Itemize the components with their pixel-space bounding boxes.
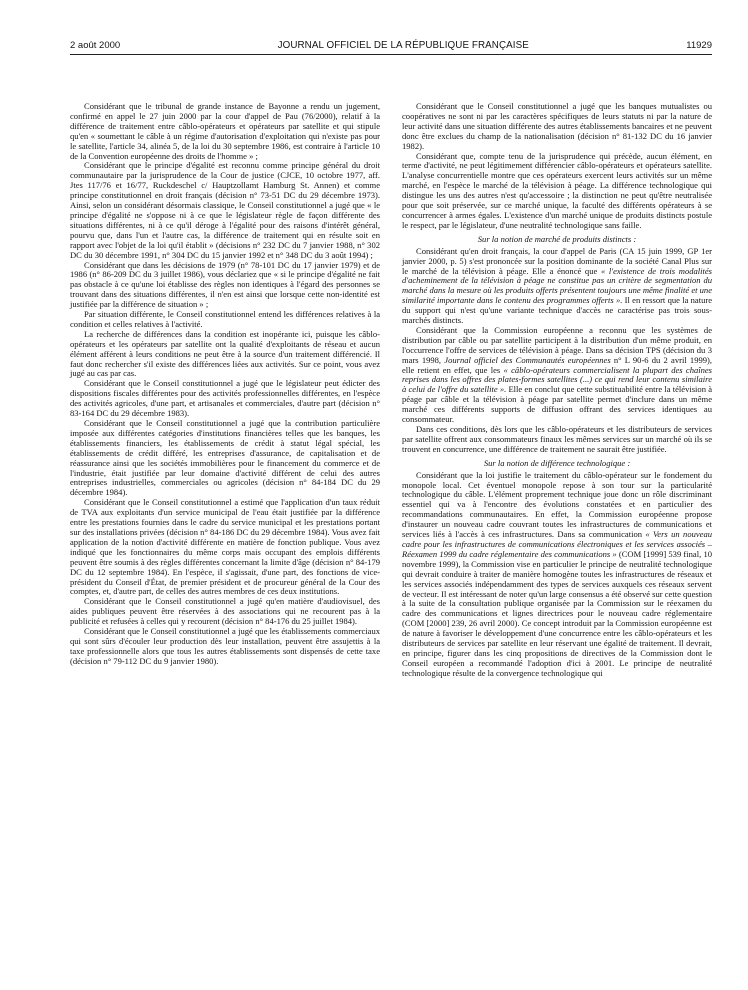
text-run: Considérant que la loi justifie le traitement du câblo-opérateur sur le fondement du monopole local. Cet éventuel monopole repose à son tour sur la particularité technologique du câble. L'élément proprement technique joue donc un rôle discriminant essentiel qui va à l'encontre des évolutions constatées et en particulier des recommandations communautaires. En effet, la Commission européenne propose d'instaurer un nouveau cadre couvrant toutes les infrastructures de communications et services liés à l'accès à ces infrastructures. Dans sa communication <box>402 469 712 540</box>
paragraph: Considérant que le Conseil constitutionnel a jugé qu'en matière d'audiovisuel, des aides publiques peuvent être réservées à des associations qui ne recourent pas à la publicité et refusées à celles qui y recourent (décision n° 84-176 du 25 juillet 1984). <box>70 596 380 627</box>
paragraph: Considérant que le Conseil constitutionnel a jugé que les établissements commerciaux qui sont sûrs d'écouler leur production dès leur installation, peuvent être assujettis à la taxe professionnelle alors que tous les autres établissements sont dispensés de cette taxe (décision n° 79-112 DC du 9 janvier 1980). <box>70 626 380 666</box>
quote-run: « câblo-opérateurs commercialisent la plupart des chaînes reprises dans les offres des plates-formes satellites (...) ce qui rend leur contenu similaire à celui de l'offre du satellite ». <box>402 364 713 395</box>
paragraph: Considérant que dans les décisions de 1979 (n° 78-101 DC du 17 janvier 1979) et de 1986 (n° 86-209 DC du 3 juillet 1986), vous déclariez que « si le principe d'égalité ne fait pas obstacle à ce qu'une loi établisse des règles non identiques à l'égard des personnes se trouvant dans des situations différentes, il n'en est ainsi que lorsque cette non-identité est justifiée par la différence de situation » ; <box>70 259 380 310</box>
paragraph <box>402 471 712 679</box>
text-run: (COM [1999] 539 final, 10 novembre 1999), la Commission vise en particulier le principe de neutralité technologique qui devrait conduire à traiter de manière homogène toutes les infrastructures de réseaux et les services associés indépendamment des types de services auxquels ces réseaux servent de vecteur. Il est intéressant de noter qu'un large consensus a été observé sur cette question à la suite de la consultation publique organisée par la Commission sur le réexamen du cadre des communications et lignes directrices pour le nouveau cadre réglementaire (COM [2000] 239, 26 avril 2000). Ce concept introduit par la Commission européenne est de nature à favoriser le développement d'une concurrence entre les câblo-opérateurs et les distributeurs de services par satellite en leur réservant une égalité de traitement. Il devrait, en principe, figurer dans les cinq propositions de directives de la Commission dont le Conseil européen a recommandé l'adoption d'ici à 2001. Le principe de neutralité technologique résulte de la convergence technologique qui <box>402 548 712 678</box>
section-heading-marche: Sur la notion de marché de produits distincts : <box>477 233 637 244</box>
quote-run: « Vers un nouveau cadre pour les infrastructures de communications électroniques et les services associés – Réexamen 1999 du cadre réglementaire des communications » <box>402 529 713 559</box>
section-heading-technologique: Sur la notion de différence technologique : <box>483 457 631 468</box>
text-run: Elle en conclut que cette substituabilité entre la télévision à péage par câble et la télévision à péage par satellite permet d'inclure dans un même marché ces différents supports de diffusion offrant des services identiques au consommateur. <box>402 384 712 425</box>
page-header <box>70 40 712 55</box>
text-run: Il en ressort que la nature du support qui n'est qu'une variante technique d'accès ne caractérise pas trois sous-marchés distincts. <box>402 295 713 326</box>
left-column <box>70 102 380 679</box>
text-run: n° L 90-6 du 2 avril 1999), elle retient en effet, que les <box>402 354 712 375</box>
paragraph: Dans ces conditions, dès lors que les câblo-opérateurs et les distributeurs de services par satellite offrent aux consommateurs finaux les mêmes services sur un marché où ils se trouvent en concurrence, une différence de traitement ne saurait être justifiée. <box>402 424 712 454</box>
header-date: 2 août 2000 <box>70 40 121 51</box>
paragraph: Considérant que le Conseil constitutionnel a jugé que le législateur peut édicter des dispositions fiscales différentes pour des activités professionnelles différentes, en l'espèce des activités agricoles, d'une part, et artisanales et commerciales, d'autre part (décision n° 83-164 DC du 29 décembre 1983). <box>70 378 380 419</box>
paragraph: Considérant que le Conseil constitutionnel a jugé que la contribution particulière imposée aux différentes catégories d'institutions financières telles que les banques, les établissements financiers, les établissements de crédit à statut légal spécial, les établissements de crédit différé, les entreprises d'assurance, de capitalisation et de réassurance ainsi que les sociétés immobilières pour le financement du commerce et de l'industrie, était justifiée par leur domaine d'activité différent de celui des autres entreprises industrielles, commerciales ou agricoles (décision n° 84-184 DC du 29 décembre 1984). <box>70 418 380 498</box>
paragraph: Considérant que, compte tenu de la jurisprudence qui précède, aucun élément, en terme d'activité, ne peut légitimement différencier câblo-opérateurs et opérateurs satellite. L'analyse concurrentielle montre que ces opérateurs exercent leurs activités sur un même marché, en l'espèce le marché de la télévision à péage. La différence technologique qui distingue les uns des autres n'est qu'accessoire ; la distinction ne peut qu'être neutralisée pour que soit préservée, sur ce marché unique, la faculté des différents opérateurs à se concurrencer à armes égales. L'existence d'un marché unique de produits distincts postule le respect, par le législateur, d'une neutralité technologique sans faille. <box>402 150 712 230</box>
right-column <box>402 102 712 679</box>
quote-run: « l'existence de trois modalités d'acheminement de la télévision à péage ne constitue pas un critère de segmentation du marché dans la mesure où les produits offerts présentent toujours une même finalité et une similarité importante dans le contenu des programmes offerts ». <box>402 265 713 306</box>
text-run: Considérant qu'en droit français, la cour d'appel de Paris (CA 15 juin 1999, GP 1er janvier 2000, p. 5) s'est prononcée sur la position dominante de la société Canal Plus sur le marché de la télévision à péage. Elle a énoncé que <box>402 245 712 276</box>
text-columns <box>70 102 712 679</box>
header-title: JOURNAL OFFICIEL DE LA RÉPUBLIQUE FRANÇAISE <box>277 40 529 51</box>
paragraph <box>402 247 712 326</box>
paragraph: Considérant que le Conseil constitutionnel a jugé que les banques mutualistes ou coopératives ne sont ni par les caractères spécifiques de leurs statuts ni par la nature de leur activité dans une situation différente des autres établissements bancaires et ne peuvent donc être exclues du champ de la nationalisation (décision n° 81-132 DC du 16 janvier 1982). <box>402 101 712 151</box>
header-page-number: 11929 <box>686 40 712 51</box>
journal-title-run: Journal officiel des Communautés européennes <box>444 354 611 365</box>
text-run: Considérant que la Commission européenne a reconnu que les systèmes de distribution par câble ou par satellite participent à la distribution d'un même produit, en l'occurrence l'offre de services de télévision à péage. Dans sa décision TPS (décision du 3 mars 1998, <box>402 324 712 365</box>
paragraph: Par situation différente, le Conseil constitutionnel entend les différences relatives à la condition et celles relatives à l'activité. <box>70 309 380 329</box>
paragraph: Considérant que le principe d'égalité est reconnu comme principe général du droit communautaire par la jurisprudence de la Cour de justice (CJCE, 10 octobre 1977, aff. Jtes 117/76 et 16/77, Ruckdeschel c/ Hauptzollamt Hamburg St. Annen) et comme principe constitutionnel en droit français (décision n° 73-51 DC du 29 décembre 1973). Ainsi, selon un considérant désormais classique, le Conseil constitutionnel a jugé que « le principe d'égalité ne s'oppose ni à ce que le législateur règle de façon différente des situations différentes, ni à ce qu'il déroge à l'égalité pour des raisons d'intérêt général, pourvu que, dans l'un et l'autre cas, la différence de traitement qui en résulte soit en rapport avec l'objet de la loi qu'il établit » (décisions n° 232 DC du 7 janvier 1988, n° 302 DC du 30 décembre 1991, n° 304 DC du 15 janvier 1992 et n° 348 DC du 3 août 1994) ; <box>70 160 380 260</box>
paragraph: Considérant que le tribunal de grande instance de Bayonne a rendu un jugement, confirmé en appel le 27 juin 2000 par la cour d'appel de Pau (76/2000), relatif à la différence de traitement entre câblo-opérateurs et opérateurs par satellite et qui stipule qu'en « soumettant le câble à un régime d'autorisation d'exploitation qui n'existe pas pour le satellite, l'article 34, alinéa 5, de la loi du 30 septembre 1986, est contraire à l'article 10 de la Convention européenne des droits de l'homme » ; <box>70 101 380 161</box>
paragraph: Considérant que le Conseil constitutionnel a estimé que l'application d'un taux réduit de TVA aux exploitants d'un service municipal de l'eau était justifiée par la différence entre les prestations fournies dans le cadre du service municipal et les prestations portant sur des installations privées (décision n° 84-186 DC du 29 décembre 1984). Vous avez fait application de la notion d'activité différente en matière de fonction publique. Vous avez indiqué que les fonctionnaires du même corps mais occupant des emplois différents peuvent être soumis à des règles différentes concernant la limite d'âge (décision n° 84-179 DC du 12 septembre 1984). En l'espèce, il s'agissait, d'une part, des fonctions de vice-président du Conseil d'État, de premier président et de procureur général de la Cour des comptes, et, d'autre part, de celles des autres membres de ces deux institutions. <box>70 497 380 597</box>
paragraph <box>402 326 712 425</box>
paragraph: La recherche de différences dans la condition est inopérante ici, puisque les câblo-opérateurs et les opérateurs par satellite ont la qualité d'exploitants de réseau et aucun élément afférent à leurs conditions ne peut être à la source d'un traitement différencié. Il faut donc rechercher s'il existe des différences liées aux activités. Sur ce point, vous avez jugé au cas par cas. <box>70 328 380 379</box>
